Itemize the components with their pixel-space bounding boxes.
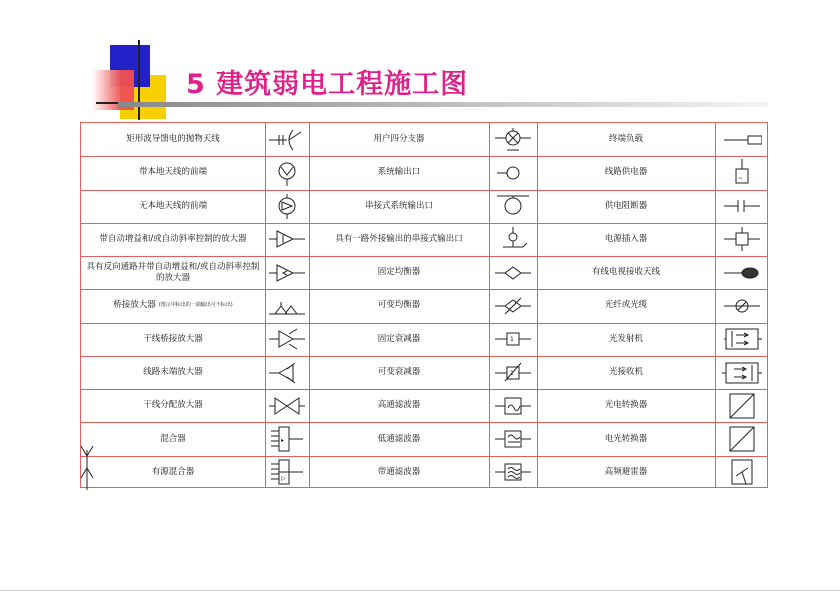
svg-text:~: ~ <box>738 174 744 182</box>
bridge-amplifier-icon <box>267 292 307 320</box>
symbol-name-cell <box>311 223 487 256</box>
symbol-name-cell <box>539 256 713 289</box>
symbol-name-cell <box>539 323 713 356</box>
symbol-name-cell <box>539 289 713 322</box>
optical-fiber-icon <box>722 292 762 320</box>
symbol-name-cell <box>83 123 263 156</box>
terminal-load-icon <box>722 126 762 154</box>
svg-text:▷: ▷ <box>281 475 286 483</box>
footer-rule <box>0 590 840 591</box>
symbol-name-cell <box>83 223 263 256</box>
line-end-amplifier-icon <box>267 359 307 387</box>
symbol-name-label: 光纤或光缆 <box>604 300 648 311</box>
symbol-name-label: 高通滤波器 <box>377 400 421 411</box>
svg-text:1: 1 <box>510 336 514 344</box>
symbol-name-cell <box>539 156 713 189</box>
symbol-name-label: 可变均衡器 <box>377 300 421 311</box>
symbol-name-label: 高频避雷器 <box>604 466 648 477</box>
symbol-name-label: 无本地天线的前端 <box>138 200 207 211</box>
active-mixer-icon <box>267 458 307 486</box>
symbol-name-label: 可变衰减器 <box>377 367 421 378</box>
symbol-name-cell <box>311 256 487 289</box>
symbol-name-cell <box>311 356 487 389</box>
symbol-name-label: 带本地天线的前端 <box>138 167 207 178</box>
series-outlet-icon <box>493 192 533 220</box>
symbol-name-label: 终端负载 <box>608 134 643 145</box>
symbol-name-cell <box>539 422 713 455</box>
four-way-tap-icon <box>493 126 533 154</box>
deco-horizontal-line <box>96 102 120 104</box>
optical-transmitter-icon <box>722 325 762 353</box>
symbol-name-cell <box>311 123 487 156</box>
high-pass-filter-icon <box>493 392 533 420</box>
symbol-table <box>80 122 768 488</box>
grid-col-line <box>309 123 310 487</box>
optical-electrical-converter-icon <box>722 392 762 420</box>
symbol-name-label: 线路末端放大器 <box>143 367 203 378</box>
grid-col-line <box>715 123 716 487</box>
grid-col-line <box>489 123 490 487</box>
series-outlet-external-icon <box>493 225 533 253</box>
headend-no-antenna-icon <box>267 192 307 220</box>
symbol-name-label: 供电阻断器 <box>604 200 648 211</box>
symbol-name-label: 固定均衡器 <box>377 267 421 278</box>
symbol-name-cell <box>311 156 487 189</box>
symbol-name-label: 光电转换器 <box>604 400 648 411</box>
power-inserter-icon <box>722 225 762 253</box>
trunk-bridge-amplifier-icon <box>267 325 307 353</box>
symbol-name-label: 固定衰减器 <box>377 333 421 344</box>
symbol-name-cell <box>311 422 487 455</box>
variable-equalizer-icon <box>493 292 533 320</box>
symbol-name-label: 用户四分支器 <box>373 134 425 145</box>
symbol-name-cell <box>83 422 263 455</box>
symbol-name-label: 桥接放大器 <box>113 300 156 311</box>
symbol-name-cell <box>83 256 263 289</box>
symbol-name-cell <box>539 223 713 256</box>
symbol-name-cell <box>311 289 487 322</box>
svg-text:▸: ▸ <box>281 437 285 445</box>
agc-amplifier-icon <box>267 225 307 253</box>
symbol-name-label: 带自动增益和/或自动斜率控制的放大器 <box>99 233 247 244</box>
band-pass-filter-icon <box>493 458 533 486</box>
symbol-name-label: 有线电视接收天线 <box>591 267 660 278</box>
symbol-note: (图示中标出的一端输出可不标出) <box>158 302 233 309</box>
symbol-name-label: 带通滤波器 <box>377 466 421 477</box>
antenna-mark-icon <box>80 446 94 494</box>
variable-attenuator-icon <box>493 359 533 387</box>
symbol-name-label: 混合器 <box>160 433 186 444</box>
symbol-name-cell <box>83 156 263 189</box>
symbol-name-cell <box>539 190 713 223</box>
power-blocker-icon <box>722 192 762 220</box>
reverse-path-amplifier-icon <box>267 259 307 287</box>
symbol-name-cell <box>539 356 713 389</box>
symbol-name-label: 干线分配放大器 <box>143 400 203 411</box>
symbol-name-cell <box>311 323 487 356</box>
svg-text:1: 1 <box>510 369 514 377</box>
symbol-name-cell <box>539 389 713 422</box>
system-outlet-icon <box>493 159 533 187</box>
symbol-name-label: 有源混合器 <box>151 466 195 477</box>
fixed-attenuator-icon <box>493 325 533 353</box>
trunk-distribution-amplifier-icon <box>267 392 307 420</box>
optical-receiver-icon <box>722 359 762 387</box>
symbol-name-cell <box>311 190 487 223</box>
title-underline <box>118 102 768 107</box>
parabolic-antenna-icon <box>267 126 307 154</box>
symbol-name-label: 光发射机 <box>608 333 643 344</box>
symbol-name-cell <box>83 190 263 223</box>
fixed-equalizer-icon <box>493 259 533 287</box>
symbol-name-label: 具有反向通路并带自动增益和/或自动斜率控制的放大器 <box>86 261 260 283</box>
symbol-name-cell <box>83 356 263 389</box>
symbol-name-label: 串接式系统输出口 <box>364 200 433 211</box>
headend-local-antenna-icon <box>267 159 307 187</box>
symbol-name-cell <box>83 323 263 356</box>
symbol-name-label: 干线桥接放大器 <box>143 333 203 344</box>
symbol-name-label: 电光转换器 <box>604 433 648 444</box>
electrical-optical-converter-icon <box>722 425 762 453</box>
low-pass-filter-icon <box>493 425 533 453</box>
symbol-name-cell <box>83 456 263 489</box>
symbol-name-label: 线路供电器 <box>604 167 648 178</box>
mixer-icon <box>267 425 307 453</box>
grid-col-line <box>265 123 266 487</box>
grid-col-line <box>537 123 538 487</box>
symbol-name-label: 矩形波导馈电的抛物天线 <box>126 134 220 145</box>
symbol-name-cell <box>311 389 487 422</box>
symbol-name-cell <box>83 389 263 422</box>
symbol-name-cell <box>311 456 487 489</box>
symbol-name-label: 低通滤波器 <box>377 433 421 444</box>
symbol-name-cell <box>83 289 263 322</box>
symbol-name-cell <box>539 456 713 489</box>
hf-lightning-arrester-icon <box>722 458 762 486</box>
symbol-name-label: 光接收机 <box>608 367 643 378</box>
symbol-name-label: 电源插入器 <box>604 233 648 244</box>
line-power-supply-icon <box>722 159 762 187</box>
symbol-name-label: 具有一路外接输出的串接式输出口 <box>335 233 463 244</box>
slide-title: 5 建筑弱电工程施工图 <box>186 69 469 100</box>
catv-antenna-icon <box>722 259 762 287</box>
deco-vertical-line <box>138 40 140 120</box>
symbol-name-cell <box>539 123 713 156</box>
symbol-name-label: 系统输出口 <box>377 167 421 178</box>
